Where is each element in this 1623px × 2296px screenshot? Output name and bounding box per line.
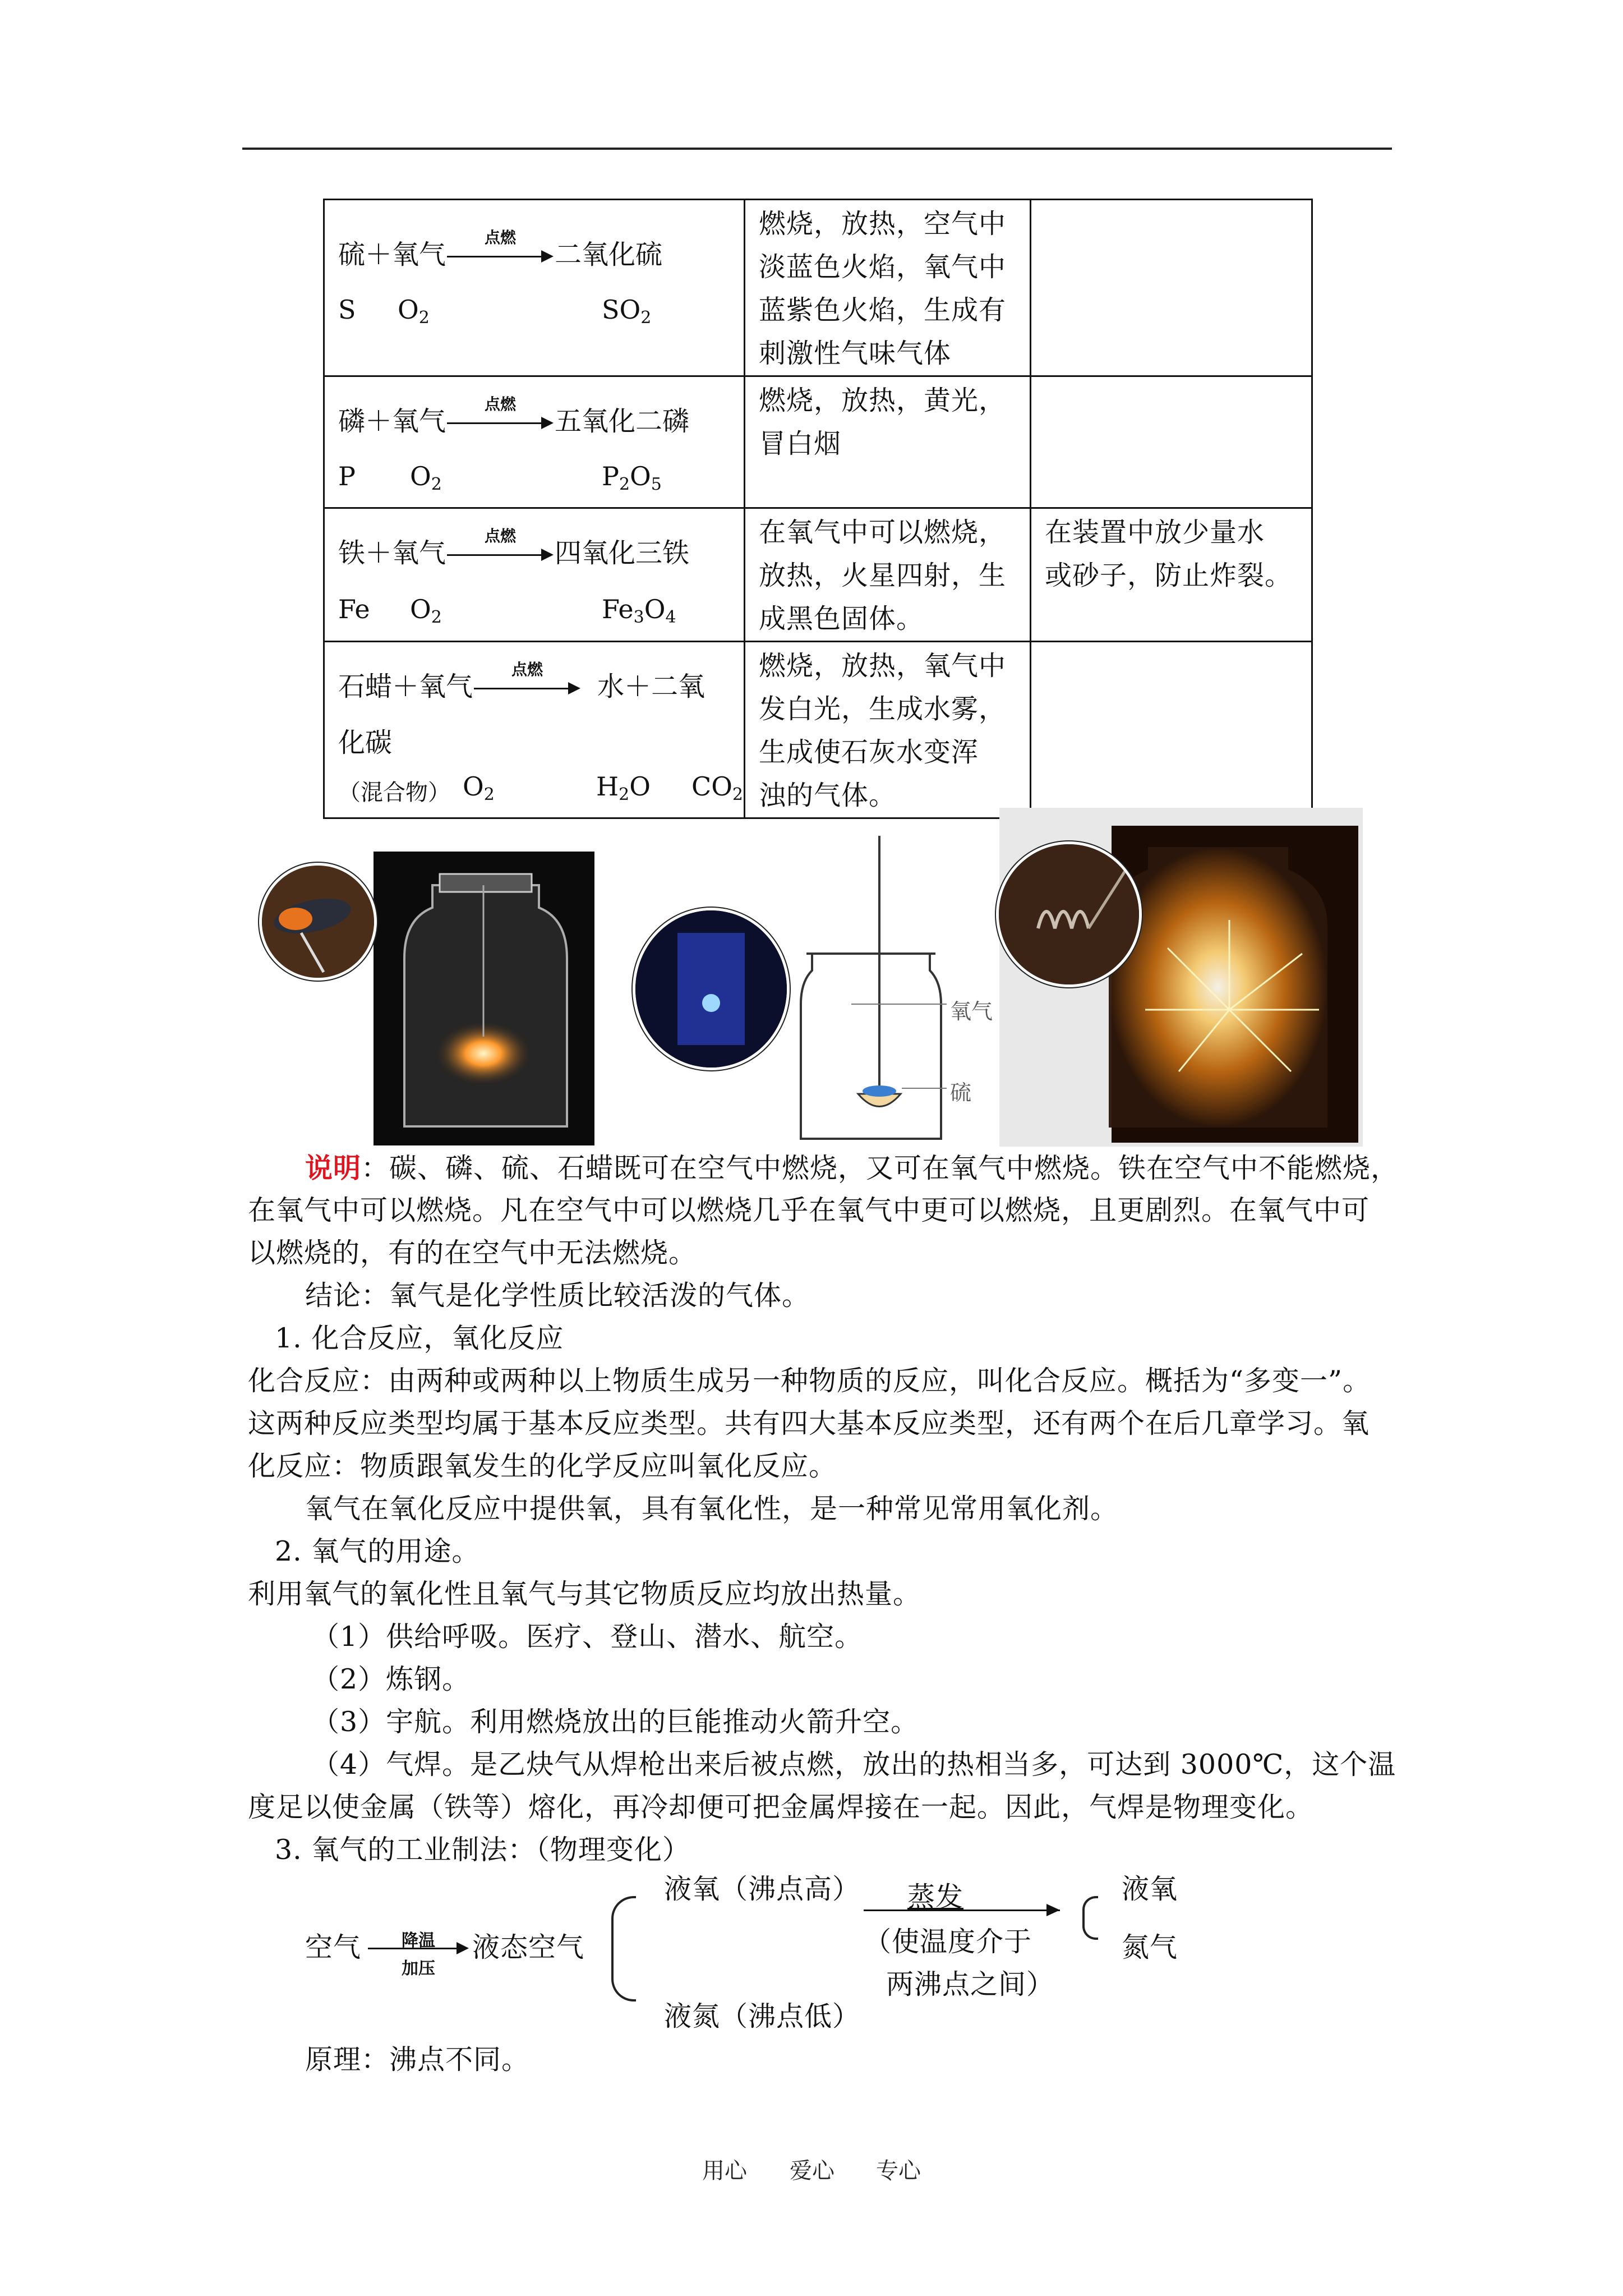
phosphorus-jar-photo — [374, 852, 594, 1145]
header-rule — [242, 148, 1392, 150]
equation-cell: 石蜡 ＋ 氧气 点燃 水＋二氧 化碳 （混合物） $O_2$ $H_2O$ $CO_2$ — [324, 642, 745, 818]
notes-cell: 在装置中放少量水 或砂子，防止炸裂。 — [1031, 508, 1312, 642]
footer-text: 专心 — [876, 2158, 921, 2184]
conclusion: 结论：氧气是化学性质比较活泼的气体。 — [305, 1280, 810, 1312]
notes-cell — [1031, 642, 1312, 818]
reaction-table — [323, 199, 1313, 819]
use-item-cont: 度足以使金属（铁等）熔化，再冷却便可把金属焊接在一起。因此，气焊是物理变化。 — [248, 1791, 1314, 1823]
section-heading-1: 1. 化合反应，氧化反应 — [275, 1322, 564, 1354]
note-line-1: 说明：碳、磷、硫、石蜡既可在空气中燃烧，又可在氧气中燃烧。铁在空气中不能燃烧， — [305, 1152, 1399, 1184]
reaction-arrow: 点燃 — [474, 673, 580, 696]
footer-text: 用心 — [702, 2158, 747, 2184]
section-heading-2: 2. 氧气的用途。 — [275, 1535, 480, 1567]
footer-text: 爱心 — [790, 2158, 834, 2184]
use-item: （4）气焊。是乙炔气从焊枪出来后被点燃，放出的热相当多，可达到 3000℃，这个温 — [312, 1749, 1396, 1780]
phosphorus-closeup-photo — [259, 863, 377, 981]
note-line-2: 在氧气中可以燃烧。凡在空气中可以燃烧几乎在氧气中更可以燃烧，且更剧烈。在氧气中可 — [248, 1194, 1370, 1226]
oxygen-label: 氧气 — [950, 999, 993, 1024]
use-item: （1）供给呼吸。医疗、登山、潜水、航空。 — [312, 1621, 863, 1653]
phenomenon-cell: 燃烧，放热，黄光， 冒白烟 — [745, 376, 1031, 508]
paragraph-line: 化反应：物质跟氧发生的化学反应叫氧化反应。 — [248, 1450, 837, 1482]
equation-cell: 磷 ＋ 氧气 点燃 五氧化二磷 P $O_2$ $P_2O_5$ — [324, 376, 745, 508]
brace — [611, 1896, 636, 2001]
reaction-arrow: 点燃 — [447, 540, 554, 562]
paragraph-line: 利用氧气的氧化性且氧气与其它物质反应均放出热量。 — [248, 1578, 921, 1610]
brace — [1082, 1896, 1098, 1940]
paragraph-line: 这两种反应类型均属于基本反应类型。共有四大基本反应类型，还有两个在后几章学习。氧 — [248, 1407, 1370, 1439]
arrow-head — [1046, 1904, 1060, 1916]
phenomenon-cell: 燃烧，放热，氧气中 发白光，生成水雾， 生成使石灰水变浑 浊的气体。 — [745, 642, 1031, 818]
iron-wire-closeup-photo — [996, 841, 1142, 987]
use-item: （3）宇航。利用燃烧放出的巨能推动火箭升空。 — [312, 1706, 919, 1738]
phenomenon-cell: 在氧气中可以燃烧， 放热，火星四射，生 成黑色固体。 — [745, 508, 1031, 642]
reaction-arrow: 点燃 — [447, 408, 554, 430]
principle: 原理：沸点不同。 — [305, 2044, 530, 2076]
table-row — [324, 642, 1312, 818]
equation-cell: 硫 ＋ 氧气 点燃 二氧化硫 S $O_2$ $SO_2$ — [324, 200, 745, 376]
notes-cell — [1031, 200, 1312, 376]
process-arrow: 降温 加压 — [368, 1929, 469, 1962]
use-item: （2）炼钢。 — [312, 1663, 471, 1695]
sulfur-label: 硫 — [950, 1080, 972, 1105]
evaporate-arrow — [864, 1910, 1060, 1911]
equation-cell: 铁 ＋ 氧气 点燃 四氧化三铁 Fe $O_2$ $Fe_3O_4$ — [324, 508, 745, 642]
note-line-3: 以燃烧的，有的在空气中无法燃烧。 — [248, 1237, 697, 1269]
table-row — [324, 508, 1312, 642]
table-row — [324, 376, 1312, 508]
phenomenon-cell: 燃烧，放热，空气中 淡蓝色火焰，氧气中 蓝紫色火焰，生成有 刺激性气味气体 — [745, 200, 1031, 376]
table-row — [324, 200, 1312, 376]
notes-cell — [1031, 376, 1312, 508]
reaction-arrow: 点燃 — [447, 241, 554, 264]
paragraph-line: 氧气在氧化反应中提供氧，具有氧化性，是一种常见常用氧化剂。 — [305, 1493, 1119, 1525]
paragraph-line: 化合反应：由两种或两种以上物质生成另一种物质的反应，叫化合反应。概括为“多变一”。 — [248, 1365, 1371, 1397]
section-heading-3: 3. 氧气的工业制法：（物理变化） — [275, 1834, 690, 1866]
sulfur-flame-photo — [633, 908, 790, 1070]
